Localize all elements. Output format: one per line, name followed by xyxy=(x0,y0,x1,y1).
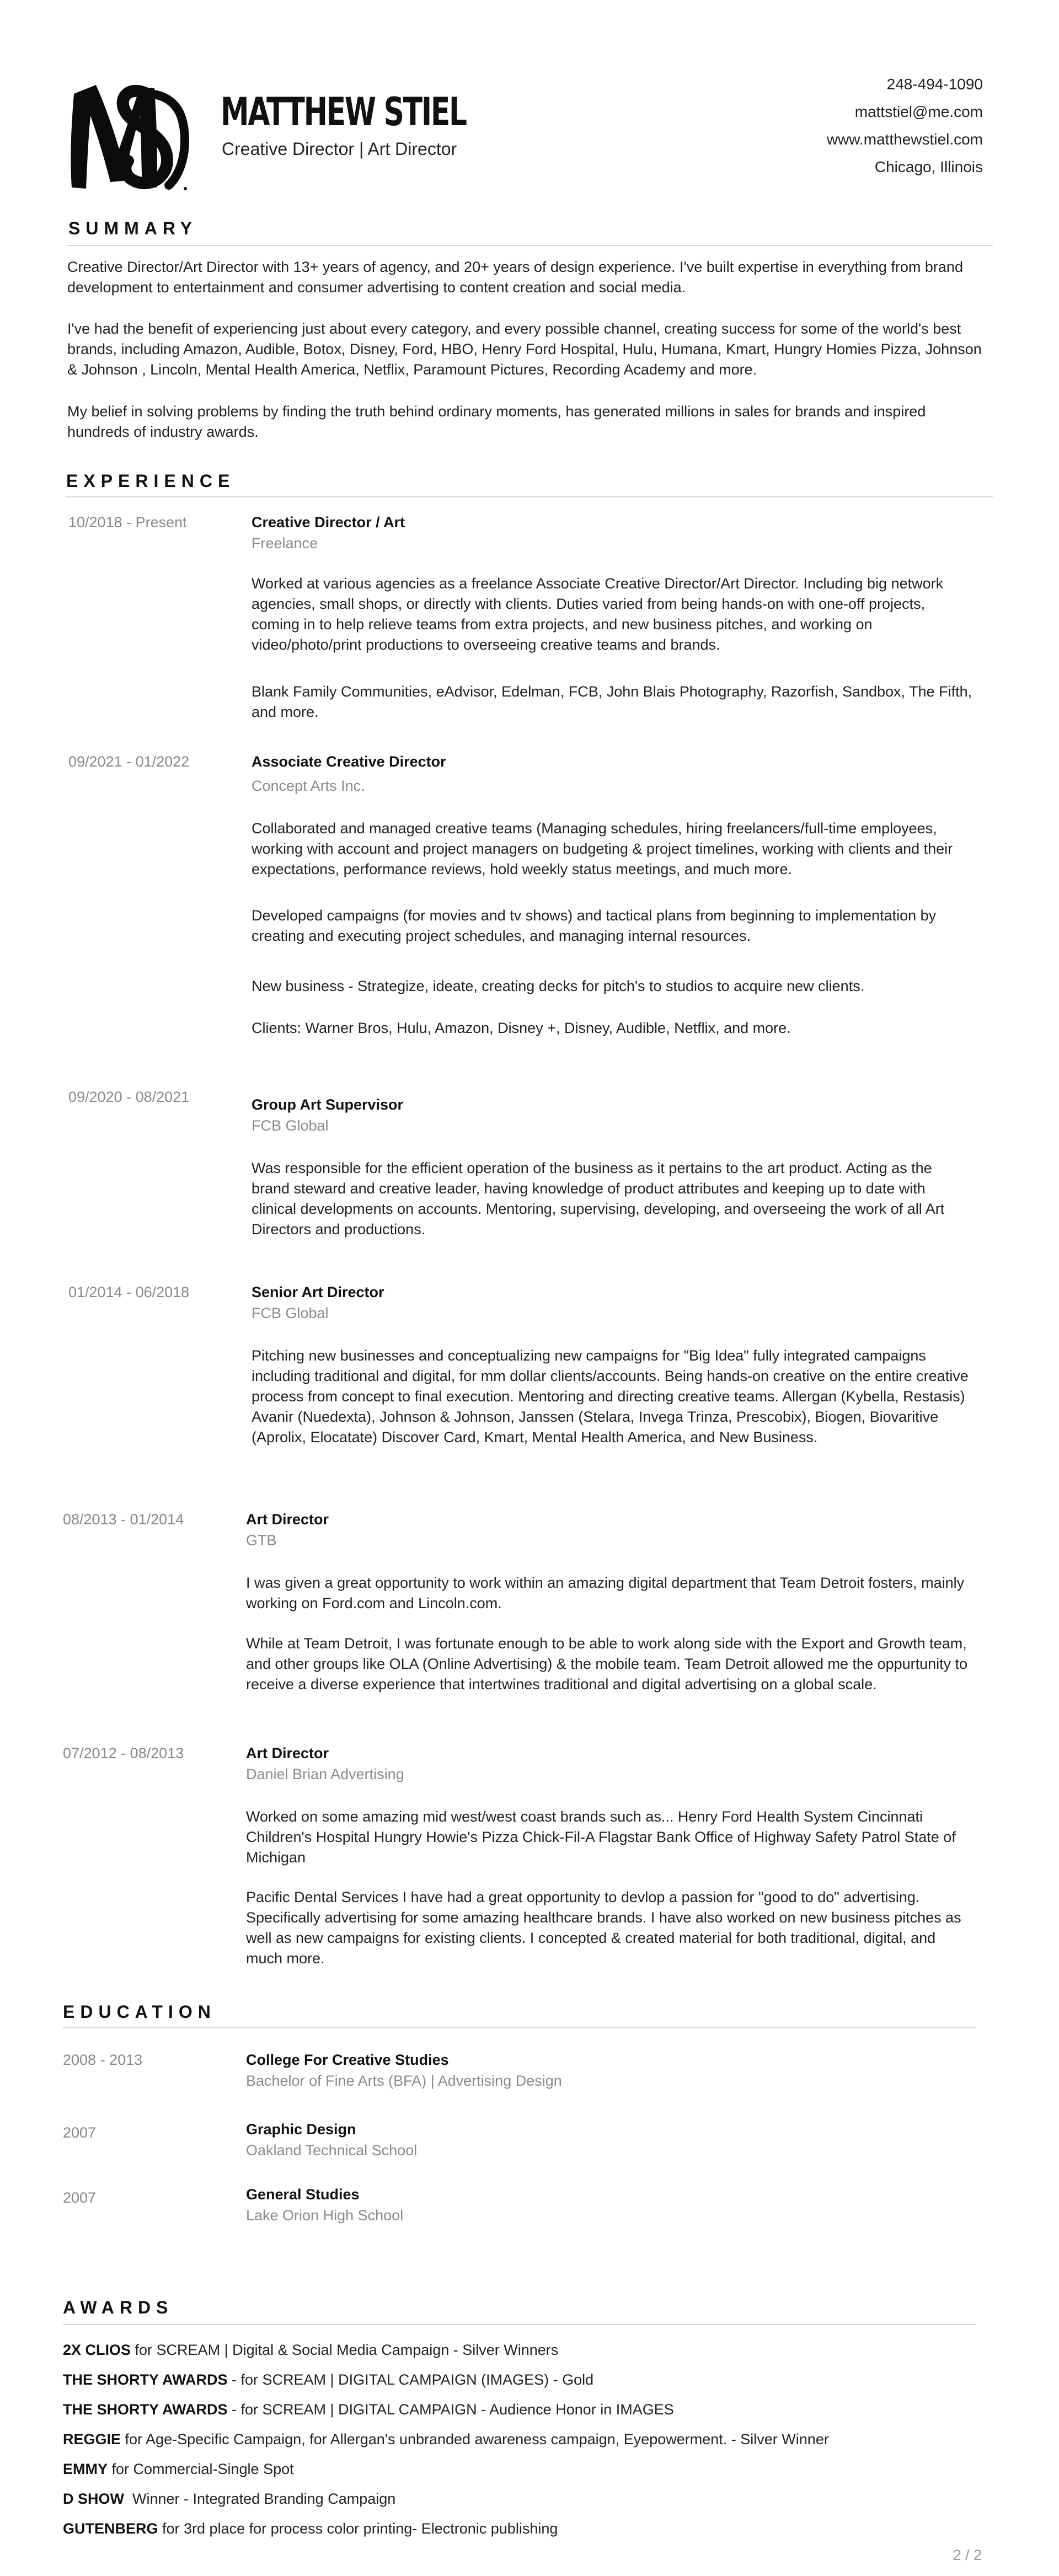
job-dates: 07/2012 - 08/2013 xyxy=(63,1745,184,1761)
education-heading: EDUCATION xyxy=(63,2002,216,2022)
job-company: Daniel Brian Advertising xyxy=(246,1766,404,1782)
job-company: GTB xyxy=(246,1532,277,1549)
education-dates: 2007 xyxy=(63,2189,97,2206)
job-title: Art Director xyxy=(246,1511,329,1528)
award-name: EMMY xyxy=(63,2461,108,2477)
summary-heading: SUMMARY xyxy=(68,218,198,238)
education-divider xyxy=(63,2027,976,2028)
job-description: Clients: Warner Bros, Hulu, Amazon, Disney +, Disney, Audible, Netflix, and more. xyxy=(252,1020,791,1036)
education-degree: Bachelor of Fine Arts (BFA) | Advertising Design xyxy=(246,2072,562,2089)
education-dates: 2007 xyxy=(63,2124,97,2141)
page-number: 2 / 2 xyxy=(953,2547,982,2563)
award-item xyxy=(63,2431,829,2448)
job-dates: 09/2020 - 08/2021 xyxy=(68,1089,190,1105)
award-name: THE SHORTY AWARDS xyxy=(63,2371,228,2388)
award-item xyxy=(63,2342,558,2359)
job-title: Associate Creative Director xyxy=(252,753,446,770)
summary-paragraph: I've had the benefit of experiencing just about every category, and every possible channel, creating success for some of the world's best brands, including Amazon, Audible, Botox, Disney, Ford, HBO, Henry Ford Hospital, Hulu, Humana, Kmart, Hungry Homies Pizza, Johnson & Johnson , Lincoln, Mental Health America, Netflix, Paramount Pictures, Recording Academy and more. xyxy=(67,320,982,378)
awards-heading: AWARDS xyxy=(63,2297,174,2317)
resume-name: MATTHEW STIEL xyxy=(221,89,466,135)
job-description: Developed campaigns (for movies and tv shows) and tactical plans from beginning to implementation by creating and executing project schedules, and managing internal resources. xyxy=(252,907,937,944)
summary-divider xyxy=(67,245,993,246)
award-name: GUTENBERG xyxy=(63,2520,158,2537)
awards-divider xyxy=(63,2324,976,2325)
award-detail: for SCREAM | Digital & Social Media Campaign - Silver Winners xyxy=(131,2342,559,2358)
award-detail: - for SCREAM | DIGITAL CAMPAIGN (IMAGES) - Gold xyxy=(227,2371,594,2388)
award-detail: Winner - Integrated Branding Campaign xyxy=(124,2491,396,2507)
education-degree: Lake Orion High School xyxy=(246,2207,404,2224)
award-name: THE SHORTY AWARDS xyxy=(63,2401,228,2418)
job-dates: 01/2014 - 06/2018 xyxy=(68,1284,190,1300)
award-name: 2X CLIOS xyxy=(63,2342,131,2358)
education-school: General Studies xyxy=(246,2186,360,2203)
job-description: While at Team Detroit, I was fortunate enough to be able to work along side with the Export and Growth team, and other groups like OLA (Online Advertising) & the mobile team. Team Detroit allowed me the oppurtunity to receive a diverse experience that intertwines traditional and digital advertising on a global scale. xyxy=(246,1635,968,1693)
resume-role: Creative Director | Art Director xyxy=(222,139,457,159)
education-degree: Oakland Technical School xyxy=(246,2142,418,2159)
award-detail: for Age-Specific Campaign, for Allergan's unbranded awareness campaign, Eyepowerment. - Silver Winner xyxy=(121,2431,829,2448)
summary-paragraph: Creative Director/Art Director with 13+ years of agency, and 20+ years of design experience. I've built expertise in everything from brand development to entertainment and consumer advertising to content creation and social media. xyxy=(67,259,963,296)
contact-email[interactable]: mattstiel@me.com xyxy=(854,103,983,120)
job-description: Worked at various agencies as a freelance Associate Creative Director/Art Director. Including big network agencies, small shops, or directly with clients. Duties varied from being hands-on with one-off projects, coming in to help relieve teams from extra projects, and new business pitches, and working on video/photo/print productions to overseeing creative teams and brands. xyxy=(252,575,944,653)
summary-paragraph: My belief in solving problems by finding the truth behind ordinary moments, has generated millions in sales for brands and inspired hundreds of industry awards. xyxy=(67,403,926,440)
job-description: Blank Family Communities, eAdvisor, Edelman, FCB, John Blais Photography, Razorfish, Sandbox, The Fifth, and more. xyxy=(252,683,972,720)
education-dates: 2008 - 2013 xyxy=(63,2052,143,2068)
award-name: D SHOW xyxy=(63,2491,124,2507)
contact-website[interactable]: www.matthewstiel.com xyxy=(826,131,983,148)
experience-divider xyxy=(66,496,993,497)
job-description: New business - Strategize, ideate, creating decks for pitch's to studios to acquire new clients. xyxy=(252,978,865,994)
award-name: REGGIE xyxy=(63,2431,121,2448)
award-item xyxy=(63,2461,294,2478)
job-title: Art Director xyxy=(246,1745,329,1761)
education-school: Graphic Design xyxy=(246,2121,356,2138)
job-company: FCB Global xyxy=(252,1117,329,1134)
job-dates: 10/2018 - Present xyxy=(68,514,187,531)
award-item xyxy=(63,2520,558,2537)
job-description: Was responsible for the efficient operation of the business as it pertains to the art product. Acting as the brand steward and creative leader, having knowledge of product attributes and keeping up to date with clinical developments on accounts. Mentoring, supervising, developing, and overseeing the work of all Art Directors and productions. xyxy=(252,1160,945,1238)
contact-location: Chicago, Illinois xyxy=(874,158,983,175)
ms-monogram-logo xyxy=(64,72,194,199)
education-school: College For Creative Studies xyxy=(246,2052,449,2068)
award-item xyxy=(63,2401,674,2418)
contact-phone: 248-494-1090 xyxy=(886,76,983,93)
job-description: Collaborated and managed creative teams (Managing schedules, hiring freelancers/full-time employees, working with account and project managers on budgeting & project timelines, working with clients and their expectations, performance reviews, hold weekly status meetings, and much more. xyxy=(252,820,953,877)
job-company: FCB Global xyxy=(252,1305,329,1321)
job-company: Concept Arts Inc. xyxy=(252,778,365,794)
job-description: Worked on some amazing mid west/west coast brands such as... Henry Ford Health System Cincinnati Children's Hospital Hungry Howie's Pizza Chick-Fil-A Flagstar Bank Office of Highway Safety Patrol State of Michigan xyxy=(246,1808,956,1866)
experience-heading: EXPERIENCE xyxy=(66,471,236,491)
award-detail: for Commercial-Single Spot xyxy=(108,2461,294,2477)
job-description: I was given a great opportunity to work within an amazing digital department that Team Detroit fosters, mainly working on Ford.com and Lincoln.com. xyxy=(246,1574,965,1611)
job-title: Senior Art Director xyxy=(252,1284,384,1300)
job-company: Freelance xyxy=(252,535,318,551)
job-description: Pitching new businesses and conceptualizing new campaigns for "Big Idea" fully integrated campaigns including traditional and digital, for mm dollar clients/accounts. Being hands-on creative on the entire creative process from concept to final execution. Mentoring and directing creative teams. Allergan (Kybella, Restasis) Avanir (Nuedexta), Johnson & Johnson, Janssen (Stelara, Invega Trinza, Prescobix), Biogen, Biovaritive (Aprolix, Elocatate) Discover Card, Kmart, Mental Health America, and New Business. xyxy=(252,1347,969,1445)
job-title: Creative Director / Art xyxy=(252,514,405,531)
award-detail: - for SCREAM | DIGITAL CAMPAIGN - Audience Honor in IMAGES xyxy=(227,2401,674,2418)
award-item xyxy=(63,2371,593,2388)
award-item xyxy=(63,2491,395,2508)
job-description: Pacific Dental Services I have had a great opportunity to devlop a passion for "good to do" advertising. Specifically advertising for some amazing healthcare brands. I have also worked on new business pitches as well as new campaigns for existing clients. I concepted & created material for both traditional, digital, and much more. xyxy=(246,1889,961,1967)
award-detail: for 3rd place for process color printing- Electronic publishing xyxy=(158,2520,558,2537)
job-title: Group Art Supervisor xyxy=(252,1096,404,1113)
job-dates: 09/2021 - 01/2022 xyxy=(68,753,190,770)
contact-block xyxy=(827,71,983,181)
job-dates: 08/2013 - 01/2014 xyxy=(63,1511,184,1528)
